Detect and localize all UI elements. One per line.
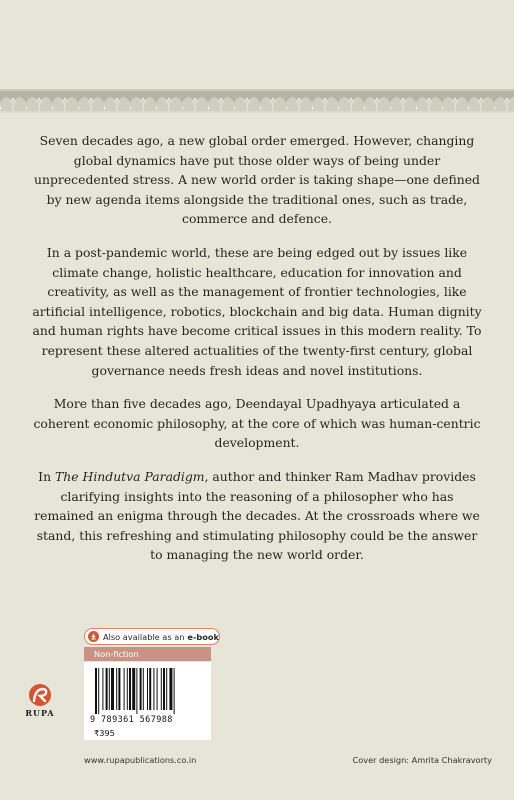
ebook-availability-badge xyxy=(84,628,220,645)
decorative-pattern-band xyxy=(0,89,514,113)
barcode-box xyxy=(84,662,211,740)
ebook-prefix: Also available as an xyxy=(103,631,185,642)
book-title: The Hindutva Paradigm xyxy=(55,468,205,484)
download-icon xyxy=(88,631,99,642)
cover-design-credit: Cover design: Amrita Chakravorty xyxy=(352,755,492,765)
back-cover-blurb xyxy=(30,131,484,579)
blurb-paragraph-3: More than five decades ago, Deendayal Upadhyaya articulated a coherent economic philosophy, at the core of which was human-centric development. xyxy=(33,396,481,451)
blurb-paragraph-2: In a post-pandemic world, these are being edged out by issues like climate change, holistic healthcare, education for innovation and creativity, as well as the management of frontier technologies, like artificial intelligence, robotics, blockchain and big data. Human dignity and human rights have become critical issues in this modern reality. To represent these altered actualities of the twenty-first century, global governance needs fresh ideas and novel institutions. xyxy=(32,244,482,378)
blurb-paragraph-1: Seven decades ago, a new global order emerged. However, changing global dynamics have put those older ways of being under unprecedented stress. A new world order is taking shape—one defined by new agenda items alongside the traditional ones, such as trade, commerce and defence. xyxy=(34,133,480,227)
isbn-digits: 9 789361 567988 xyxy=(90,715,173,725)
blurb-p4-prefix: In xyxy=(38,468,55,484)
ebook-highlight: e-book xyxy=(187,631,219,642)
blurb-paragraph-4 xyxy=(30,467,484,565)
category-label: Non-fiction xyxy=(84,647,211,661)
barcode-icon xyxy=(95,668,201,714)
publisher-website: www.rupapublications.co.in xyxy=(84,755,197,765)
ornament-pattern xyxy=(0,89,514,113)
price: ₹395 xyxy=(94,728,115,738)
publisher-name: RUPA xyxy=(25,708,55,718)
rupa-logo-icon xyxy=(26,683,54,711)
blurb-p4-rest: , author and thinker Ram Madhav provides clarifying insights into the reasoning of a philosopher who has remained an enigma through the decades. At the crossroads where we stand, this refreshing and stimulating philosophy could be the answer to managing the new world order. xyxy=(34,468,480,563)
